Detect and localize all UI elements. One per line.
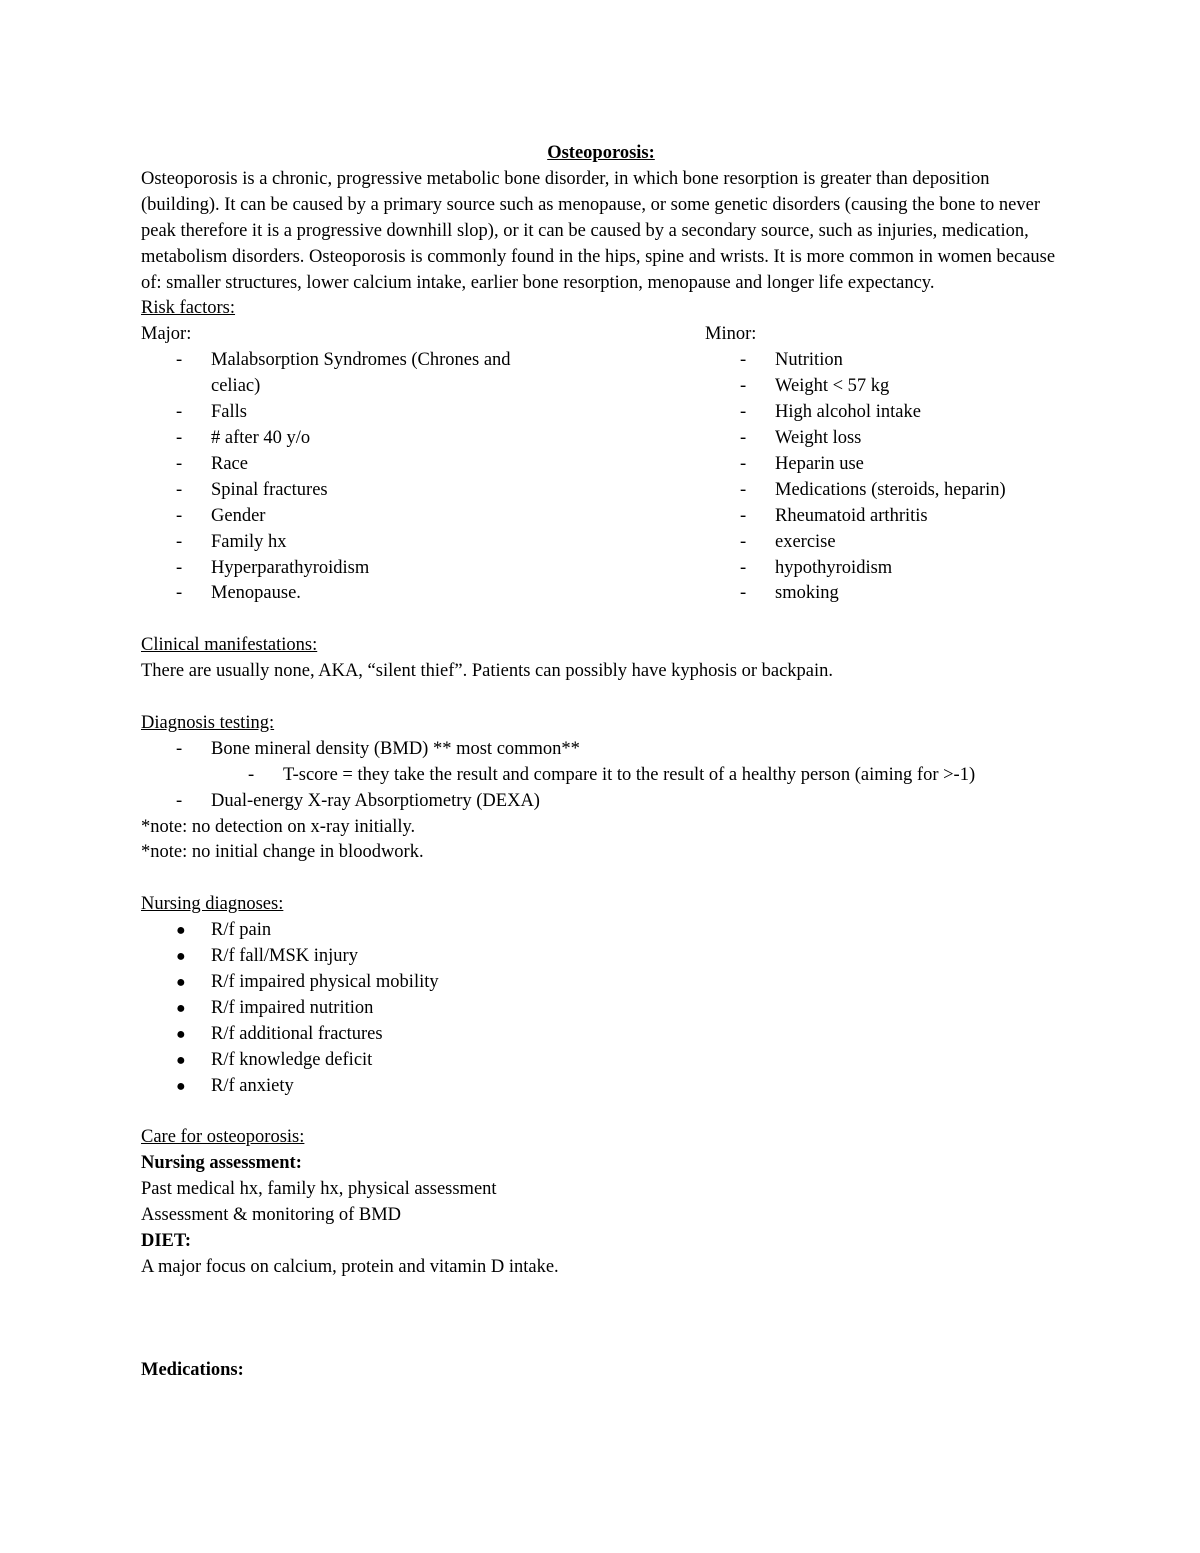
bullet-marker: ● bbox=[176, 999, 186, 1017]
risk-factors-heading: Risk factors: bbox=[141, 298, 236, 319]
dash-marker: - bbox=[176, 453, 183, 474]
diagnosis-list-continued bbox=[141, 789, 1061, 815]
bullet-marker: ● bbox=[176, 1077, 186, 1095]
dash-marker: - bbox=[740, 531, 747, 552]
dash-marker: - bbox=[176, 738, 183, 759]
diagnosis-note: *note: no initial change in bloodwork. bbox=[141, 842, 424, 863]
dash-marker: - bbox=[740, 505, 747, 526]
document-page bbox=[141, 141, 1061, 1384]
spacer bbox=[141, 1281, 1061, 1358]
nursing-diagnoses-list bbox=[141, 918, 1061, 1099]
spacer bbox=[141, 607, 1061, 633]
diagnosis-heading: Diagnosis testing: bbox=[141, 712, 275, 733]
list-item: - High alcohol intake bbox=[705, 400, 1065, 426]
list-item: - T-score = they take the result and compare it to the result of a healthy person (aiming for >-1) bbox=[141, 763, 1061, 789]
list-item: ● R/f impaired nutrition bbox=[141, 996, 1061, 1022]
risk-factors-columns bbox=[141, 322, 1061, 607]
spacer bbox=[141, 866, 1061, 892]
diet-heading: DIET: bbox=[141, 1231, 192, 1252]
list-item: - Weight < 57 kg bbox=[705, 374, 1065, 400]
list-item: ● R/f knowledge deficit bbox=[141, 1048, 1061, 1074]
dash-marker: - bbox=[740, 557, 747, 578]
assessment-line: Past medical hx, family hx, physical assessment bbox=[141, 1179, 497, 1200]
list-item: - Race bbox=[141, 452, 561, 478]
list-item: - Menopause. bbox=[141, 581, 561, 607]
dash-marker: - bbox=[740, 427, 747, 448]
major-risk-list bbox=[141, 348, 561, 607]
list-item: - Gender bbox=[141, 504, 561, 530]
list-item: - Family hx bbox=[141, 530, 561, 556]
assessment-line: Assessment & monitoring of BMD bbox=[141, 1205, 402, 1226]
diagnosis-note: *note: no detection on x-ray initially. bbox=[141, 816, 416, 837]
list-item: - exercise bbox=[705, 530, 1065, 556]
list-item: ● R/f pain bbox=[141, 918, 1061, 944]
list-item: - hypothyroidism bbox=[705, 556, 1065, 582]
dash-marker: - bbox=[176, 557, 183, 578]
dash-marker: - bbox=[740, 350, 747, 371]
list-item: ● R/f additional fractures bbox=[141, 1022, 1061, 1048]
bullet-marker: ● bbox=[176, 948, 186, 966]
list-item: - Spinal fractures bbox=[141, 478, 561, 504]
major-label: Major: bbox=[141, 324, 192, 345]
intro-paragraph: Osteoporosis is a chronic, progressive metabolic bone disorder, in which bone resorption is greater than deposition (building). It can be caused by a primary source such as menopause, or some genetic disorders (causing the bone to never peak therefore it is a progressive downhill slop), or it can be caused by a secondary source, such as injuries, medication, metabolism disorders. Osteoporosis is commonly found in the hips, spine and wrists. It is more common in women because of: smaller structures, lower calcium intake, earlier bone resorption, menopause and longer life expectancy. bbox=[141, 168, 1056, 293]
list-item: ● R/f fall/MSK injury bbox=[141, 944, 1061, 970]
bullet-marker: ● bbox=[176, 973, 186, 991]
dash-marker: - bbox=[176, 583, 183, 604]
list-item: - Rheumatoid arthritis bbox=[705, 504, 1065, 530]
list-item: - Heparin use bbox=[705, 452, 1065, 478]
dash-marker: - bbox=[176, 479, 183, 500]
minor-label: Minor: bbox=[705, 324, 757, 345]
dash-marker: - bbox=[176, 790, 183, 811]
diet-text: A major focus on calcium, protein and vitamin D intake. bbox=[141, 1256, 559, 1277]
dash-marker: - bbox=[176, 350, 183, 371]
list-item: - # after 40 y/o bbox=[141, 426, 561, 452]
list-item: - Weight loss bbox=[705, 426, 1065, 452]
dash-marker: - bbox=[740, 479, 747, 500]
bullet-marker: ● bbox=[176, 922, 186, 940]
dash-marker: - bbox=[176, 531, 183, 552]
dash-marker: - bbox=[176, 505, 183, 526]
nursing-assessment-heading: Nursing assessment: bbox=[141, 1153, 302, 1174]
list-item: - Falls bbox=[141, 400, 561, 426]
dash-marker: - bbox=[740, 402, 747, 423]
diagnosis-list bbox=[141, 737, 1061, 763]
minor-risk-list bbox=[705, 348, 1065, 607]
dash-marker: - bbox=[248, 764, 255, 785]
page-title: Osteoporosis: bbox=[547, 143, 655, 163]
major-risk-factors bbox=[141, 322, 561, 607]
clinical-text: There are usually none, AKA, “silent thief”. Patients can possibly have kyphosis or backpain. bbox=[141, 661, 834, 682]
minor-risk-factors bbox=[705, 322, 1065, 607]
dash-marker: - bbox=[740, 583, 747, 604]
bullet-marker: ● bbox=[176, 1051, 186, 1069]
diagnosis-sublist bbox=[141, 763, 1061, 789]
nursing-diagnoses-heading: Nursing diagnoses: bbox=[141, 894, 284, 915]
clinical-heading: Clinical manifestations: bbox=[141, 635, 318, 656]
list-item: ● R/f impaired physical mobility bbox=[141, 970, 1061, 996]
list-item: - Malabsorption Syndromes (Chrones and celiac) bbox=[176, 350, 511, 397]
care-heading: Care for osteoporosis: bbox=[141, 1127, 305, 1148]
list-item: ● R/f anxiety bbox=[141, 1074, 1061, 1100]
list-item: - Hyperparathyroidism bbox=[141, 556, 561, 582]
list-item: - smoking bbox=[705, 581, 1065, 607]
medications-heading: Medications: bbox=[141, 1359, 244, 1380]
dash-marker: - bbox=[176, 402, 183, 423]
list-item: - Nutrition bbox=[705, 348, 1065, 374]
spacer bbox=[141, 685, 1061, 711]
list-item: - Bone mineral density (BMD) ** most common** bbox=[141, 737, 1061, 763]
dash-marker: - bbox=[740, 453, 747, 474]
spacer bbox=[141, 1100, 1061, 1126]
list-item: - Dual-energy X-ray Absorptiometry (DEXA) bbox=[141, 789, 1061, 815]
dash-marker: - bbox=[740, 376, 747, 397]
dash-marker: - bbox=[176, 427, 183, 448]
list-item: - Medications (steroids, heparin) bbox=[705, 478, 1065, 504]
bullet-marker: ● bbox=[176, 1025, 186, 1043]
